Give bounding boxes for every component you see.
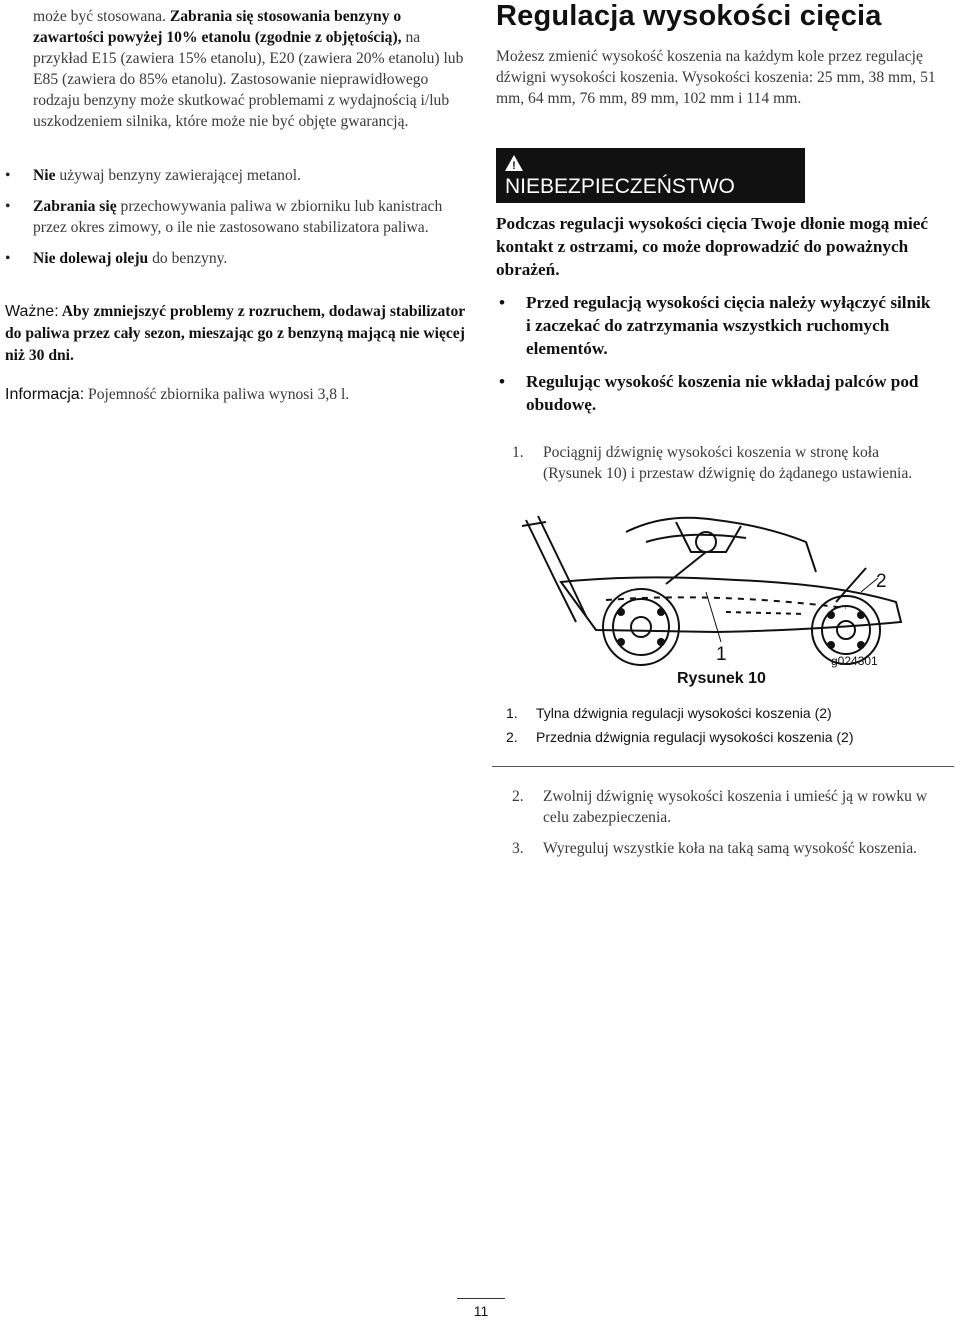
bullet-item [5,165,473,186]
para-lead: może być stosowana. [33,8,166,25]
info-label: Informacja: [5,386,85,403]
figure-divider [492,766,954,767]
page-number: 11 [473,1303,489,1319]
bullet-bold: Zabrania się [33,198,117,215]
bullet-bold: Nie dolewaj oleju [33,250,149,267]
step-text: Pociągnij dźwignię wysokości koszenia w stronę koła (Rysunek 10) i przestaw dźwignię do żądanego ustawienia. [543,444,913,482]
step-number: 1. [512,444,524,461]
step-item [512,786,936,828]
danger-bullet-text: Przed regulacją wysokości cięcia należy wyłączyć silnik i zaczekać do zatrzymania wszystkich ruchomych elementów. [526,293,931,358]
danger-bullet-item [499,291,936,360]
bullet-text: używaj benzyny zawierającej metanol. [59,167,302,184]
info-note [5,384,473,405]
bullet-icon: • [5,250,11,267]
callout-2: 2 [876,571,887,592]
bullet-icon: • [499,372,506,391]
info-text: Pojemność zbiornika paliwa wynosi 3,8 l. [88,386,350,403]
figure-code: g024301 [831,654,878,668]
callout-1: 1 [716,644,727,665]
para-bold: Zabrania się stosowania benzyny o zawartości powyżej 10% etanolu (zgodnie z objętością), [33,8,402,46]
fuel-paragraph [33,6,473,132]
step-text: Zwolnij dźwignię wysokości koszenia i umieść ją w rowku w celu zabezpieczenia. [543,788,928,826]
danger-banner [496,148,805,203]
step-item [512,442,936,484]
bullet-icon: • [5,167,11,184]
bullet-item [5,248,473,269]
legend-item [506,705,936,721]
warning-triangle-icon [505,155,523,171]
legend-text: Przednia dźwignia regulacji wysokości koszenia (2) [536,729,854,745]
bullet-icon: • [499,293,506,312]
danger-bullet-text: Regulując wysokość koszenia nie wkładaj palców pod obudowę. [526,372,919,414]
step-item [512,838,936,859]
intro-paragraph: Możesz zmienić wysokość koszenia na każdym kole przez regulację dźwigni wysokości koszenia. Wysokości koszenia: 25 mm, 38 mm, 51 mm, 64 mm, 76 mm, 89 mm, 102 mm i 114 mm. [496,48,936,107]
legend-item [506,729,936,745]
danger-bullet-item [499,370,936,416]
legend-text: Tylna dźwignia regulacji wysokości koszenia (2) [536,705,832,721]
step-number: 3. [512,840,524,857]
svg-text:!: ! [512,160,516,171]
important-note [5,301,473,367]
bullet-bold: Nie [33,167,56,184]
fuel-bullet-list [5,165,473,269]
step-text: Wyreguluj wszystkie koła na taką samą wysokość koszenia. [543,840,918,857]
legend-number: 1. [506,705,518,721]
important-label: Ważne: [5,303,59,320]
danger-bullet-list [499,291,936,416]
legend-number: 2. [506,729,518,745]
page-number-rule [457,1298,505,1299]
bullet-text: przechowywania paliwa w zbiorniku lub kanistrach przez okres zimowy, o ile nie zastosowano stabilizatora paliwa. [33,198,443,236]
bullet-text: do benzyny. [152,250,228,267]
important-text: Aby zmniejszyć problemy z rozruchem, dodawaj stabilizator do paliwa przez cały sezon, mieszając go z benzyną mającą nie więcej niż 30 dni. [5,303,465,364]
danger-label: NIEBEZPIECZEŃSTWO [505,175,735,198]
figure-caption: Rysunek 10 [677,670,766,687]
bullet-item [5,196,473,238]
section-heading: Regulacja wysokości cięcia [496,0,882,32]
step-number: 2. [512,788,524,805]
bullet-icon: • [5,198,11,215]
danger-text: Podczas regulacji wysokości cięcia Twoje dłonie mogą mieć kontakt z ostrzami, co może doprowadzić do poważnych obrażeń. [496,214,929,279]
para-rest: na przykład E15 (zawiera 15% etanolu), E20 (zawiera 20% etanolu) lub E85 (zawiera do 85% etanolu). Zastosowanie nieprawidłowego rodzaju benzyny może skutkować problemami z wydajnością i/lub uszkodzeniem silnika, które może nie być objęte gwarancją. [33,29,464,130]
